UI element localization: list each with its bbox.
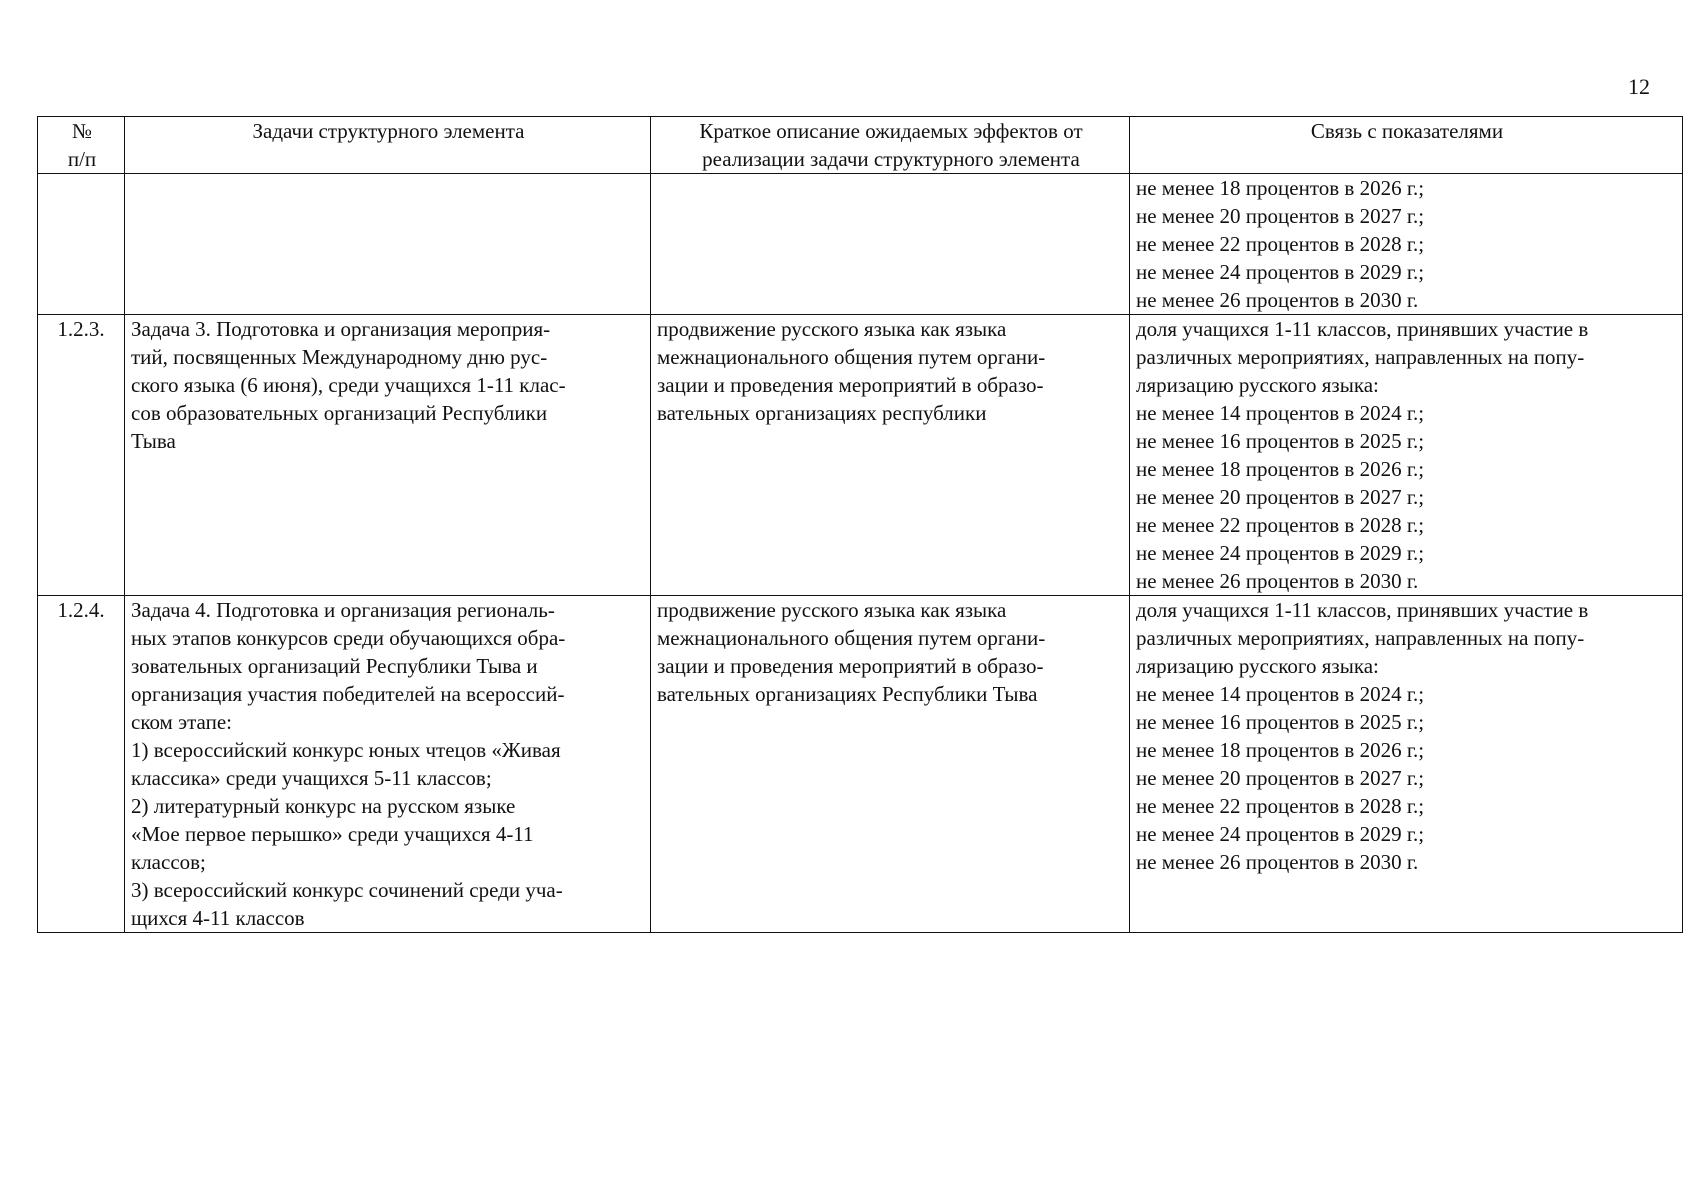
indicator-line: не менее 26 процентов в 2030 г. (1136, 288, 1419, 312)
row-number-cell: 1.2.3. (38, 315, 125, 596)
indicator-line: доля учащихся 1-11 классов, принявших участие в (1136, 598, 1589, 622)
table-row (38, 596, 1683, 933)
task-line: классика» среди учащихся 5-11 классов; (131, 766, 492, 790)
task-cell (125, 174, 651, 315)
indicator-line: не менее 18 процентов в 2026 г.; (1136, 738, 1425, 762)
effect-cell (651, 596, 1130, 933)
row-number-cell: 1.2.4. (38, 596, 125, 933)
effect-cell (651, 315, 1130, 596)
indicator-line: не менее 22 процентов в 2028 г.; (1136, 232, 1425, 256)
effect-line: зации и проведения мероприятий в образо- (657, 373, 1044, 397)
indicator-line: не менее 22 процентов в 2028 г.; (1136, 794, 1425, 818)
tasks-table (37, 116, 1683, 933)
indicator-line: не менее 26 процентов в 2030 г. (1136, 850, 1419, 874)
indicator-line: не менее 18 процентов в 2026 г.; (1136, 176, 1425, 200)
indicator-line: не менее 24 процентов в 2029 г.; (1136, 260, 1425, 284)
indicator-line: не менее 18 процентов в 2026 г.; (1136, 457, 1425, 481)
task-line: 3) всероссийский конкурс сочинений среди уча- (131, 878, 563, 902)
task-line: сов образовательных организаций Республики (131, 401, 548, 425)
effect-line: межнационального общения путем органи- (657, 626, 1046, 650)
indicators-cell (1130, 174, 1683, 315)
indicator-line: не менее 22 процентов в 2028 г.; (1136, 513, 1425, 537)
indicator-line: не менее 20 процентов в 2027 г.; (1136, 766, 1425, 790)
indicator-line: не менее 16 процентов в 2025 г.; (1136, 710, 1425, 734)
task-line: Тыва (131, 429, 176, 453)
task-line: классов; (131, 850, 206, 874)
indicator-line: не менее 26 процентов в 2030 г. (1136, 569, 1419, 593)
header-indicators-line: Связь с показателями (1310, 119, 1504, 143)
task-cell (125, 315, 651, 596)
task-line: организация участия победителей на всероссий- (131, 682, 565, 706)
header-task (125, 117, 651, 174)
effect-line: вательных организациях Республики Тыва (657, 682, 1038, 706)
header-num (38, 117, 125, 174)
indicator-line: не менее 24 процентов в 2029 г.; (1136, 541, 1425, 565)
indicator-line: не менее 20 процентов в 2027 г.; (1136, 485, 1425, 509)
task-line: «Мое первое перышко» среди учащихся 4-11 (131, 822, 534, 846)
indicators-cell (1130, 596, 1683, 933)
indicator-line: не менее 24 процентов в 2029 г.; (1136, 822, 1425, 846)
row-number-cell (38, 174, 125, 315)
task-line: ных этапов конкурсов среди обучающихся обра- (131, 626, 566, 650)
table-header-row (38, 117, 1683, 174)
indicator-line: различных мероприятиях, направленных на попу- (1136, 345, 1585, 369)
table-row (38, 315, 1683, 596)
effect-line: продвижение русского языка как языка (657, 598, 1007, 622)
indicator-line: ляризацию русского языка: (1136, 654, 1379, 678)
effect-line: вательных организациях республики (657, 401, 987, 425)
indicator-line: не менее 16 процентов в 2025 г.; (1136, 429, 1425, 453)
task-line: Задача 4. Подготовка и организация региональ- (131, 598, 555, 622)
header-effect (651, 117, 1130, 174)
task-line: ском этапе: (131, 710, 232, 734)
header-effect-line: Краткое описание ожидаемых эффектов от (699, 119, 1083, 143)
indicator-line: не менее 14 процентов в 2024 г.; (1136, 401, 1425, 425)
header-task-line: Задачи структурного элемента (252, 119, 525, 143)
effect-cell (651, 174, 1130, 315)
table-row (38, 174, 1683, 315)
effect-line: продвижение русского языка как языка (657, 317, 1007, 341)
task-line: 2) литературный конкурс на русском языке (131, 794, 516, 818)
task-line: 1) всероссийский конкурс юных чтецов «Живая (131, 738, 561, 762)
page-number: 12 (1628, 74, 1650, 99)
task-line: тий, посвященных Международному дню рус- (131, 345, 548, 369)
indicator-line: ляризацию русского языка: (1136, 373, 1379, 397)
task-line: зовательных организаций Республики Тыва и (131, 654, 538, 678)
indicator-line: не менее 20 процентов в 2027 г.; (1136, 204, 1425, 228)
effect-line: зации и проведения мероприятий в образо- (657, 654, 1044, 678)
header-num-line: № (71, 119, 93, 143)
task-cell (125, 596, 651, 933)
task-line: ского языка (6 июня), среди учащихся 1-11 клас- (131, 373, 566, 397)
header-indicators (1130, 117, 1683, 174)
task-line: щихся 4-11 классов (131, 906, 305, 930)
indicator-line: доля учащихся 1-11 классов, принявших участие в (1136, 317, 1589, 341)
indicator-line: не менее 14 процентов в 2024 г.; (1136, 682, 1425, 706)
indicators-cell (1130, 315, 1683, 596)
task-line: Задача 3. Подготовка и организация мероприя- (131, 317, 551, 341)
indicator-line: различных мероприятиях, направленных на попу- (1136, 626, 1585, 650)
effect-line: межнационального общения путем органи- (657, 345, 1046, 369)
header-num-line: п/п (67, 147, 97, 171)
header-effect-line: реализации задачи структурного элемента (702, 147, 1080, 171)
